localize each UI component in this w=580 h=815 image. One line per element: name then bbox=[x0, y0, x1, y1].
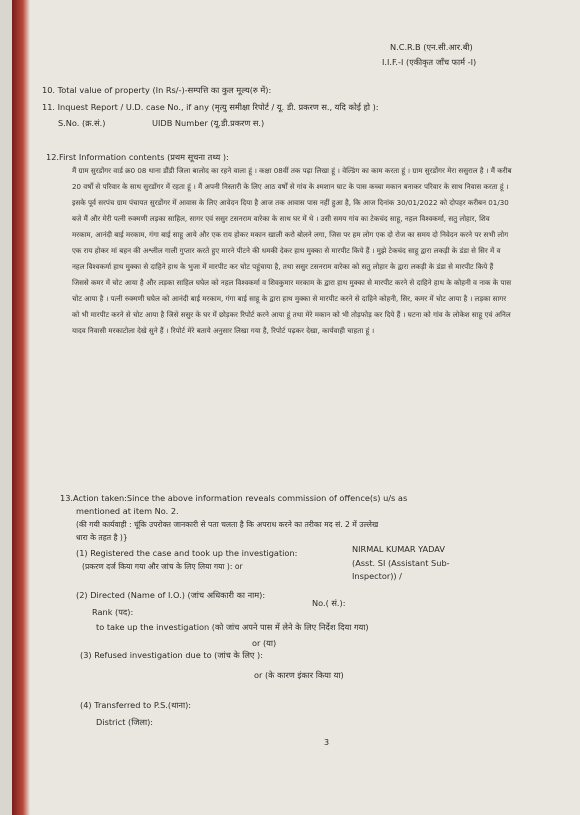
item-11-uidb: UIDB Number (यू.डी.प्रकरण स.) bbox=[152, 118, 265, 128]
option-2-rank: Rank (पद): bbox=[92, 607, 134, 617]
option-2-or: or (या) bbox=[252, 638, 277, 648]
option-4-district: District (जिला): bbox=[96, 717, 154, 727]
document-page bbox=[12, 0, 580, 815]
item-13-label: 13.Action taken:Since the above information reveals commission of offence(s) u/s as bbox=[60, 493, 408, 503]
item-13-hindi-cont: धारा के तहत है )} bbox=[76, 533, 128, 542]
item-11-sno: S.No. (क्र.सं.) bbox=[58, 118, 106, 128]
iif-header: I.I.F.-I (एकीकृत जाँच फार्म -I) bbox=[382, 57, 477, 67]
option-2-no: No.( सं.): bbox=[312, 598, 346, 608]
page-edge-decoration bbox=[12, 0, 30, 815]
option-2-label: (2) Directed (Name of I.O.) (जांच अधिकारी का नाम): bbox=[76, 590, 266, 600]
option-1-hindi: (प्रकरण दर्ज किया गया और जांच के लिए लिया गया ): or bbox=[82, 562, 243, 571]
officer-rank-line1: (Asst. SI (Assistant Sub- bbox=[352, 558, 450, 568]
officer-rank-line2: Inspector)) / bbox=[352, 571, 402, 581]
item-11-label: 11. Inquest Report / U.D. case No., if any (मृत्यु समीक्षा रिपोर्ट / यू. डी. प्रकरण स., यदि कोई हो ): bbox=[42, 102, 379, 112]
option-3-or: or (के कारण इंकार किया या) bbox=[254, 670, 344, 680]
item-13-ref: mentioned at item No. 2. bbox=[76, 506, 179, 516]
page-number: 3 bbox=[324, 738, 330, 747]
officer-name: NIRMAL KUMAR YADAV bbox=[352, 544, 445, 554]
ncrb-header: N.C.R.B (एन.सी.आर.बी) bbox=[390, 42, 473, 52]
option-4-label: (4) Transferred to P.S.(थाना): bbox=[80, 700, 192, 710]
item-13-hindi: (की गयी कार्यवाही : चूंकि उपरोक्त जानकारी से पता चलता है कि अपराध करने का तरीका मद सं. 2 में उल्लेख bbox=[76, 520, 379, 529]
option-1-label: (1) Registered the case and took up the investigation: bbox=[76, 548, 298, 558]
first-information-text: मैं ग्राम सुरडोंगर वार्ड क्र0 08 थाना डौंडी जिला बालोद का रहने वाला हूं । कक्षा 08वीं तक पढ़ा लिखा हूं । वेल्डिंग का काम करता हूं । ग्राम सुरडोंगर मेरा ससुराल है । मैं करीब 20 वर्षों से परिवार के साथ सुरडोंगर में रहता हूं । मैं अपनी निस्तारी के लिए आठ वर्षों से गांव के श्मशान घाट के पास कच्चा मकान बनाकर परिवार के साथ निवास करता हूं । इसके पूर्व सरपंच ग्राम पंचायत सुरडोंगर में आवास के लिए आवेदन दिया है आज तक आवास पास नहीं हुआ है, कि आज दिनांक 30/01/2022 को दोपहर करीबन 01/30 बजे मैं और मेरी पत्नी रुक्मणी लड़का साहिल, सागर एवं ससुर टसनराम वारेका के साथ घर में थे । उसी समय गांव का टेकचंद साहू, नहल विश्वकर्मा, सतु लोहार, शिव मरकाम, आनंदी बाई मरकाम, गंगा बाई साहू आये और एक राय होकर मकान खाली करो बोलने लगा, जिस पर हम लोग एक दो रोज का समय दो निवेदन करने पर सभी लोग एक राय होकर मां बहन की अश्लील गाली गुप्तार करते हुए मारने पीटने की धमकी देकर हाथ मुक्का से मारपीट किये हैं । मुझे टेकचंद साहू द्वारा लकड़ी के डंडा से सिर में व नहल विश्वकर्मा हाथ मुक्का से दाहिने हाथ के भुजा में मारपीट कर चोट पहुंचाया है, तथा ससुर टसनराम वारेका को सतु लोहार के द्वारा लकड़ी के डंडा से मारपीट किये हैं जिससे कमर में चोट आया है और लड़का साहिल घघेल को नहल विश्वकर्मा व शिवकुमार मरकाम के द्वारा हाथ मुक्का से मारपीट करने से दाहिने हाथ के कोहनी व नाक के पास चोट आया है । पत्नी रुक्मणी घघेल को आनंदी बाई मरकाम, गंगा बाई साहू के द्वारा हाथ मुक्का से मारपीट करने से दाहिने कोहनी, सिर, कमर में चोट आया है । लड़का सागर को भी मारपीट करने से चोट आया है जिसे ससुर के घर में छोड़कर रिपोर्ट करने आया हूं तथा मेरे मकान को भी तोड़फोड़ कर दिये हैं । घटना को गांव के लोकेश साहू एवं अनिल यादव निवासी मरकाटोला देखे सुने हैं । रिपोर्ट मेरे बताये अनुसार लिखा गया है, रिपोर्ट पढ़कर देखा, कार्यवाही चाहता हूं । bbox=[72, 166, 512, 335]
option-2-take-up: to take up the investigation (को जांच अपने पास में लेने के लिए निर्देश दिया गया) bbox=[96, 622, 369, 632]
option-3-label: (3) Refused investigation due to (जांच के लिए ): bbox=[80, 650, 264, 660]
item-12-label: 12.First Information contents (प्रथम सूचना तथ्य ): bbox=[46, 152, 229, 162]
item-10-label: 10. Total value of property (In Rs/-)-सम्पत्ति का कुल मूल्य(रु में): bbox=[42, 85, 272, 95]
